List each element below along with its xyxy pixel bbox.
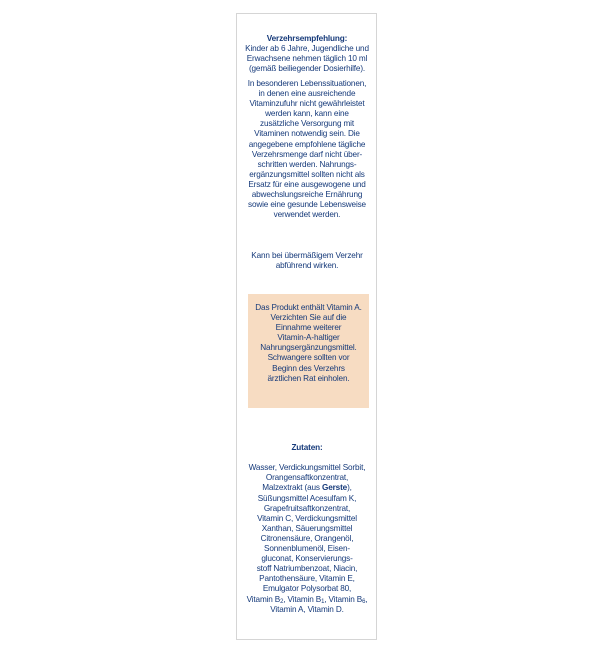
product-label-panel xyxy=(236,13,377,640)
situations-text: In besonderen Lebenssituationen, in denen eine ausreichende Vitaminzufuhr nicht gewährleistet werden kann, kann eine zusätzliche Versorgung mit Vitaminen notwendig sein. Die angegebene empfohlene tägliche Verzehrsmenge darf nicht über- schritten werden. Nahrungs- ergänzungsmittel sollten nicht als Ersatz für eine ausgewogene und abwechslungsreiche Ernährung sowie eine gesunde Lebensweise verwendet werden. xyxy=(247,79,367,220)
vitamin-a-warning-text: Das Produkt enthält Vitamin A. Verzichten Sie auf die Einnahme weiterer Vitamin-A-haltiger Nahrungsergänzungsmittel. Schwangere sollten vor Beginn des Verzehrs ärztlichen Rat einholen. xyxy=(255,303,362,383)
ingredients-text: Wasser, Verdickungsmittel Sorbit, Orangensaftkonzentrat, Malzextrakt (aus Gerste), Süßungsmittel Acesulfam K, Grapefruitsaftkonzentrat, Vitamin C, Verdickungsmittel Xanthan, Säuerungsmittel Citronensäure, Orangenöl, Sonnenblumenöl, Eisen- gluconat, Konservierungs- stoff Natriumbenzoat, Niacin, Pantothensäure, Vitamin E, Emulgator Polysorbat 80, Vitamin $B_2$, Vitamin $B_1$, Vitamin $B_6$, Vitamin A, Vitamin D. xyxy=(246,463,368,614)
vitamin-a-warning-box xyxy=(248,294,369,408)
recommendation-section xyxy=(243,24,371,85)
laxative-warning-text: Kann bei übermäßigem Verzehr abführend wirken. xyxy=(251,251,363,271)
ingredients-heading: Zutaten: xyxy=(291,443,323,453)
ingredients-section xyxy=(243,433,371,615)
recommendation-text: Kinder ab 6 Jahre, Jugendliche und Erwachsene nehmen täglich 10 ml (gemäß beiliegender Dosierhilfe). xyxy=(245,44,369,74)
recommendation-heading: Verzehrsempfehlung: xyxy=(266,34,348,44)
allergen-gerste: Gerste xyxy=(322,483,348,493)
